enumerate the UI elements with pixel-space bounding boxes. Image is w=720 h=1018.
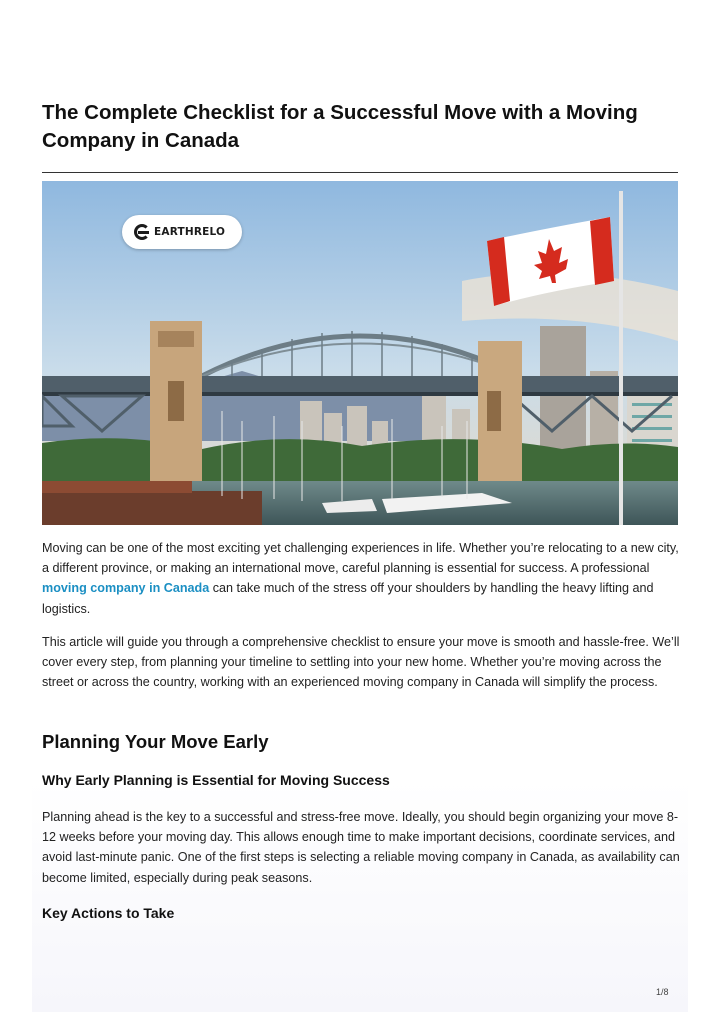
section-heading: Planning Your Move Early [42, 731, 269, 752]
hero-image [42, 181, 678, 525]
page-number: 1/8 [656, 987, 669, 997]
moving-company-link[interactable]: moving company in Canada [42, 581, 210, 596]
subheading-why-early-planning: Why Early Planning is Essential for Moving Success [42, 772, 390, 788]
intro-text-end: can take much of the stress off your shoulders by handling the heavy lifting and logistics. [42, 581, 654, 616]
logo-text: EARTHRELO [154, 226, 226, 238]
intro-paragraph-1 [42, 538, 682, 619]
intro-paragraph-2: This article will guide you through a comprehensive checklist to ensure your move is smooth and hassle-free. We’ll cover every step, from planning your timeline to settling into your new home. Whether you’re moving across the street or across the country, working with an experienced moving company in Canada will simplify the process. [42, 635, 680, 690]
intro-text-start: Moving can be one of the most exciting yet challenging experiences in life. Whether you’re relocating to a new city, a different province, or making an international move, careful planning is essential for success. A professional [42, 541, 679, 576]
title-divider [42, 172, 678, 173]
earthrelo-logo [122, 215, 242, 249]
document-title: The Complete Checklist for a Successful Move with a Moving Company in Canada [42, 101, 638, 152]
earthrelo-e-icon [134, 224, 150, 240]
subheading-key-actions: Key Actions to Take [42, 905, 175, 921]
body-paragraph-3: Planning ahead is the key to a successful and stress-free move. Ideally, you should begin organizing your move 8-12 weeks before your moving day. This allows enough time to make important decisions, coordinate services, and avoid last-minute panic. One of the first steps is selecting a reliable moving company in Canada, as availability can become limited, especially during peak seasons. [42, 810, 680, 885]
